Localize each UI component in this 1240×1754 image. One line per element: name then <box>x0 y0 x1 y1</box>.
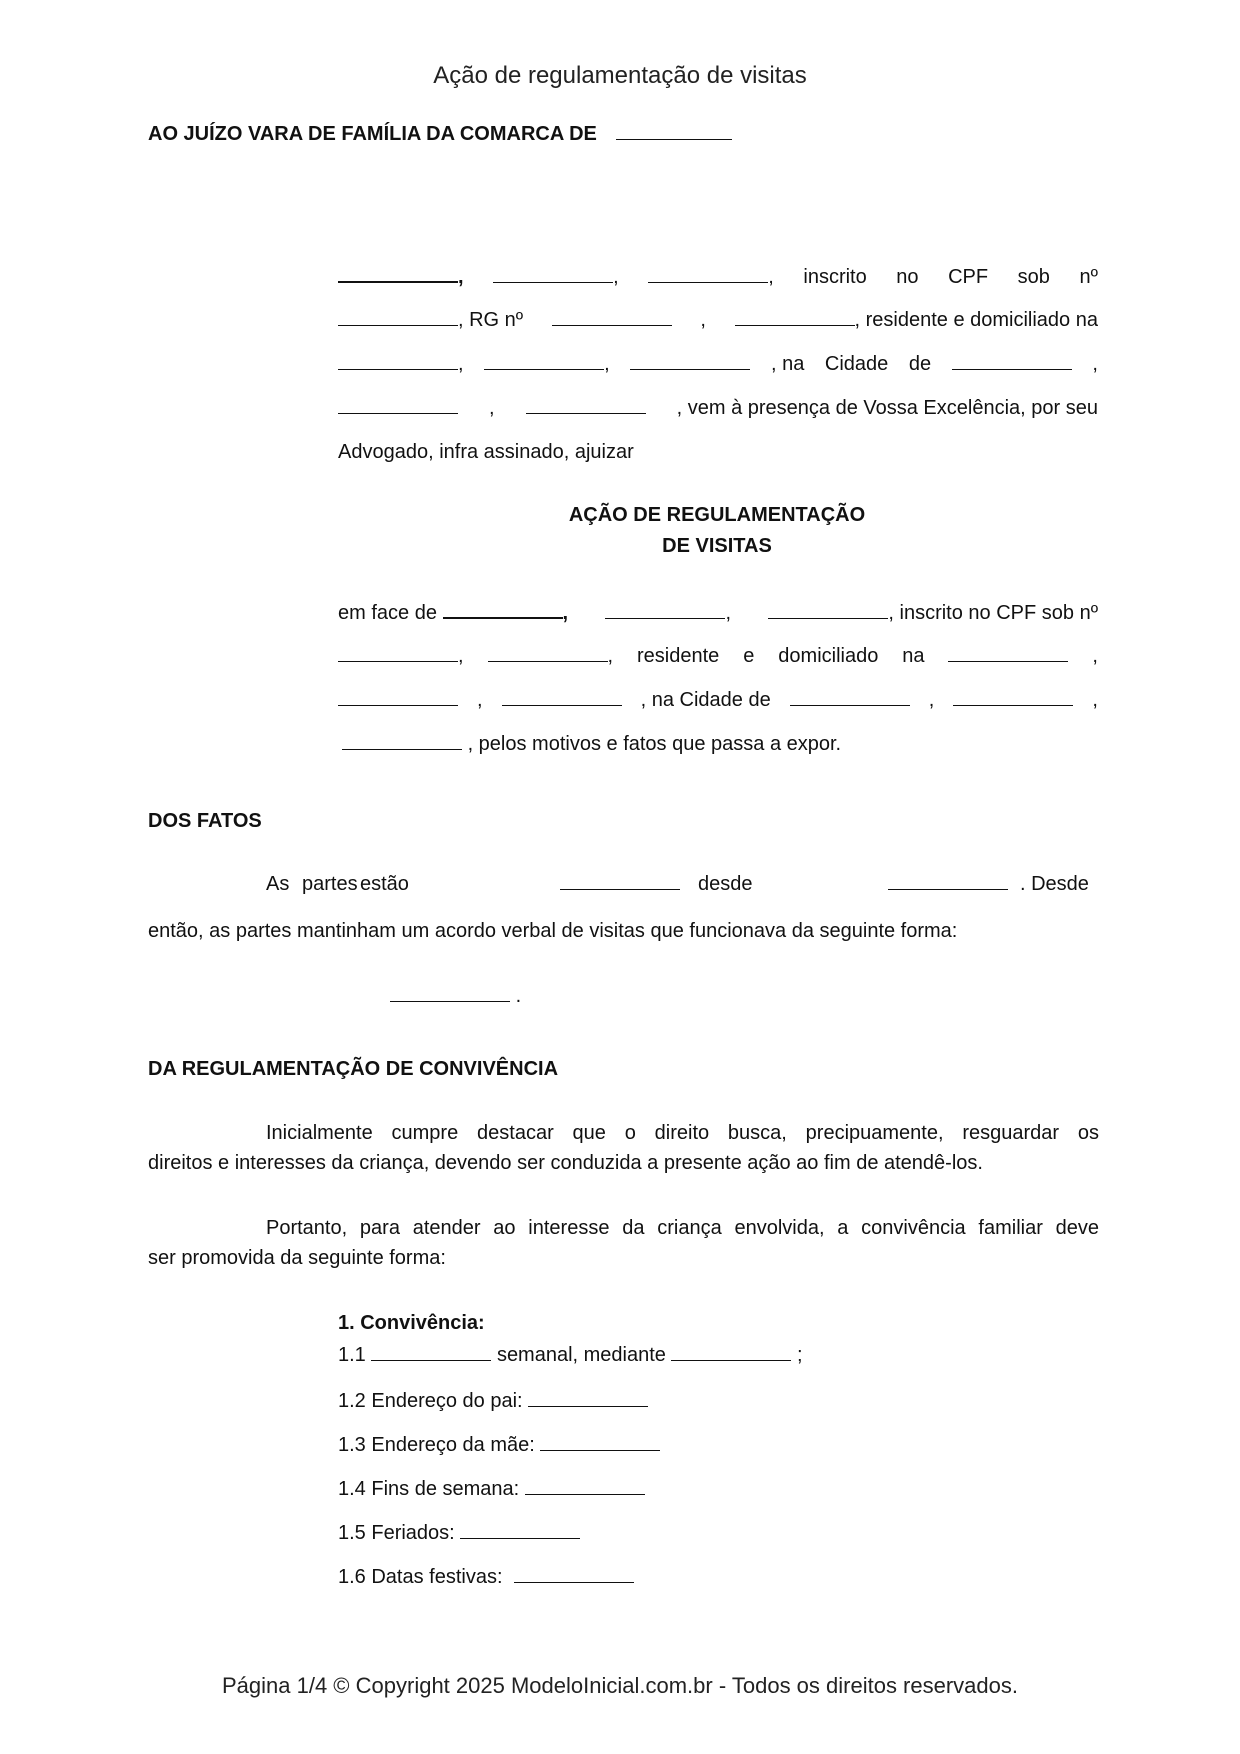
text-fragment: 1.1 <box>338 1344 366 1366</box>
text-fragment: As <box>266 873 290 895</box>
list-heading: 1. Convivência: <box>338 1312 485 1334</box>
fill-in-blank <box>952 353 1072 370</box>
text-fragment: CPF <box>948 266 989 288</box>
fill-in-blank <box>342 733 462 750</box>
text-fragment: , <box>768 266 774 288</box>
fill-in-blank <box>338 353 458 370</box>
text-fragment: residente <box>637 645 720 667</box>
text-fragment: nº <box>1079 266 1098 288</box>
text-fragment: Cidade <box>824 353 889 375</box>
fill-in-blank <box>460 1522 580 1539</box>
fill-in-blank <box>525 1478 645 1495</box>
plaintiff-line-2 <box>338 309 1098 332</box>
defendant-line-1 <box>338 601 1098 625</box>
text-fragment: , <box>489 397 495 419</box>
plaintiff-line-1 <box>338 265 1098 289</box>
text-fragment: , RG nº <box>458 309 524 331</box>
text-fragment: , <box>477 689 483 711</box>
fill-in-blank <box>514 1566 634 1583</box>
text-fragment: 1.2 Endereço do pai: <box>338 1390 523 1412</box>
action-title-line-2: DE VISITAS <box>662 535 772 557</box>
plaintiff-line-4 <box>338 397 1098 420</box>
text-fragment: semanal, mediante <box>496 1344 666 1366</box>
text-fragment: em face de <box>338 602 437 624</box>
fill-in-blank <box>888 873 1008 890</box>
regulation-p2-line-2: ser promovida da seguinte forma: <box>148 1247 446 1269</box>
fill-in-blank <box>768 602 888 619</box>
fill-in-blank <box>371 1344 491 1361</box>
text-fragment: ; <box>797 1344 803 1366</box>
text-fragment: , <box>700 309 706 331</box>
text-fragment: , <box>458 266 464 288</box>
fill-in-blank <box>540 1434 660 1451</box>
text-fragment: sob <box>1017 266 1050 288</box>
fill-in-blank <box>671 1344 791 1361</box>
text-fragment: 1.5 Feriados: <box>338 1522 455 1544</box>
defendant-line-3 <box>338 689 1098 712</box>
fill-in-blank <box>552 309 672 326</box>
facts-line-3 <box>390 985 521 1008</box>
facts-line-1 <box>0 873 1100 899</box>
fill-in-blank <box>605 602 725 619</box>
text-fragment: , <box>458 645 464 667</box>
text-fragment: , <box>607 645 614 667</box>
defendant-line-2 <box>338 645 1098 668</box>
text-fragment: , <box>928 689 935 711</box>
list-item-4 <box>338 1478 645 1501</box>
action-title-line-1: AÇÃO DE REGULAMENTAÇÃO <box>568 504 866 526</box>
text-fragment: , <box>1092 689 1098 711</box>
list-item-6 <box>338 1566 634 1589</box>
list-item-1 <box>338 1344 803 1367</box>
fill-in-blank <box>953 689 1073 706</box>
page-footer: Página 1/4 © Copyright 2025 ModeloInicial.com.br - Todos os direitos reservados. <box>222 1673 1018 1698</box>
fill-in-blank <box>338 689 458 706</box>
list-item-3 <box>338 1434 660 1457</box>
text-fragment: , <box>725 602 732 624</box>
regulation-heading: DA REGULAMENTAÇÃO DE CONVIVÊNCIA <box>148 1058 559 1080</box>
fill-in-blank <box>390 985 510 1002</box>
defendant-line-4 <box>342 733 841 756</box>
document-title: Ação de regulamentação de visitas <box>433 62 807 89</box>
text-fragment: , residente e domiciliado na <box>854 309 1098 331</box>
text-fragment: , <box>1092 353 1098 375</box>
fill-in-blank <box>443 601 563 619</box>
text-fragment: na <box>902 645 925 667</box>
text-fragment: , <box>613 266 619 288</box>
facts-heading: DOS FATOS <box>148 810 262 832</box>
text-fragment: , <box>562 602 569 624</box>
text-fragment: , <box>604 353 610 375</box>
text-fragment: inscrito <box>803 266 867 288</box>
blank <box>493 266 613 283</box>
fill-in-blank <box>948 645 1068 662</box>
text-fragment: , na Cidade de <box>640 689 771 711</box>
text-fragment: estão <box>360 873 409 895</box>
fill-in-blank <box>560 873 680 890</box>
list-item-5 <box>338 1522 580 1545</box>
fill-in-blank <box>338 397 458 414</box>
fill-in-blank <box>630 353 750 370</box>
court-address-text: AO JUÍZO VARA DE FAMÍLIA DA COMARCA DE <box>148 123 597 145</box>
text-fragment: 1.3 Endereço da mãe: <box>338 1434 535 1456</box>
text-fragment: no <box>896 266 919 288</box>
fill-in-blank <box>526 397 646 414</box>
regulation-p1-line-2: direitos e interesses da criança, devendo ser conduzida a presente ação ao fim de atendê-los. <box>148 1152 983 1174</box>
blank <box>338 265 458 283</box>
court-blank <box>616 123 732 140</box>
text-fragment: . Desde <box>1020 873 1089 895</box>
text-fragment: de <box>908 353 932 375</box>
fill-in-blank <box>484 353 604 370</box>
fill-in-blank <box>488 645 608 662</box>
text-fragment: , pelos motivos e fatos que passa a expor. <box>467 733 842 755</box>
plaintiff-line-3 <box>338 353 1098 376</box>
fill-in-blank <box>502 689 622 706</box>
text-fragment: , na <box>770 353 805 375</box>
text-fragment: . <box>515 985 522 1007</box>
blank <box>648 266 768 283</box>
text-fragment: partes <box>302 873 358 895</box>
fill-in-blank <box>338 309 458 326</box>
text-fragment: 1.6 Datas festivas: <box>338 1566 503 1588</box>
list-item-2 <box>338 1390 648 1413</box>
facts-line-2: então, as partes mantinham um acordo verbal de visitas que funcionava da seguinte forma: <box>148 920 958 942</box>
fill-in-blank <box>790 689 910 706</box>
regulation-p2-line-1: Portanto, para atender ao interesse da criança envolvida, a convivência familiar deve <box>266 1217 1099 1239</box>
text-fragment: , vem à presença de Vossa Excelência, por seu <box>676 397 1098 419</box>
text-fragment: 1.4 Fins de semana: <box>338 1478 520 1500</box>
text-fragment: domiciliado <box>778 645 879 667</box>
fill-in-blank <box>735 309 855 326</box>
regulation-p1-line-1: Inicialmente cumpre destacar que o direito busca, precipuamente, resguardar os <box>266 1122 1099 1144</box>
text-fragment: desde <box>698 873 753 895</box>
fill-in-blank <box>528 1390 648 1407</box>
text-fragment: e <box>743 645 755 667</box>
court-address <box>148 123 732 146</box>
plaintiff-line-5: Advogado, infra assinado, ajuizar <box>338 441 634 463</box>
text-fragment: , inscrito no CPF sob nº <box>888 602 1098 624</box>
fill-in-blank <box>338 645 458 662</box>
text-fragment: , <box>458 353 464 375</box>
text-fragment: , <box>1092 645 1098 667</box>
